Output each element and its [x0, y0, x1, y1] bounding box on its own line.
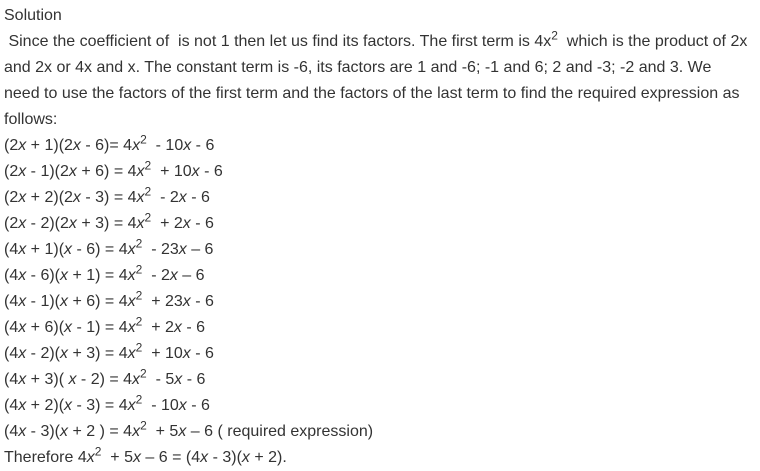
- solution-heading: Solution: [4, 7, 62, 24]
- equation-line: $(4x + 6)(x - 1) = 4x^2 + 2x - 6$: [4, 314, 205, 336]
- math-variable-x: x: [127, 397, 136, 414]
- equation-line: $(4x + 1)(x - 6) = 4x^2 - 23x - 6$: [4, 236, 214, 258]
- math-variable-x: x: [64, 319, 73, 336]
- exponent-2: 2: [135, 262, 143, 277]
- math-variable-x: x: [68, 371, 77, 388]
- exponent-2: 2: [135, 288, 143, 303]
- exponent-2: 2: [135, 236, 143, 251]
- math-variable-x: x: [178, 397, 187, 414]
- math-variable-x: x: [18, 241, 27, 258]
- conclusion-line: Therefore $4x^2 + 5x - 6 = (4x - 3)(x + 2)$.: [4, 444, 287, 466]
- exponent-2: 2: [135, 314, 143, 329]
- math-variable-x: x: [18, 163, 27, 180]
- exponent-2: 2: [144, 184, 152, 199]
- equation-line: $(4x - 1)(x + 6) = 4x^2 + 23x - 6$: [4, 288, 214, 310]
- equation-line: (4x - 3)(x + 2 ) = $4x^2 + 5x - 6$ ( required expression): [4, 418, 374, 440]
- math-variable-x: x: [127, 319, 136, 336]
- exponent-2: 2: [144, 158, 152, 173]
- math-variable-x: x: [64, 397, 73, 414]
- exponent-2: 2: [144, 210, 152, 225]
- intro-line: need to use the factors of the first term and the factors of the last term to find the required expression as: [4, 85, 740, 102]
- math-variable-x: x: [72, 137, 81, 154]
- math-variable-x: x: [60, 267, 69, 284]
- exponent-2: 2: [140, 366, 147, 381]
- equation-line: (4x + 3)( $x - 2) = 4x^2 - 5x - 6$: [4, 366, 206, 388]
- math-variable-x: x: [182, 345, 191, 362]
- math-variable-x: x: [18, 319, 27, 336]
- math-variable-x: x: [183, 137, 192, 154]
- exponent-2: 2: [551, 28, 558, 43]
- math-variable-x: x: [18, 137, 27, 154]
- math-variable-x: x: [18, 215, 27, 232]
- math-variable-x: x: [178, 189, 187, 206]
- equation-line: $(4x - 6)(x + 1) = 4x^2 - 2x - 6$: [4, 262, 205, 284]
- equation-line: $(4x - 2)(x + 3) = 4x^2 + 10x - 6$: [4, 340, 214, 362]
- math-variable-x: x: [60, 423, 69, 440]
- math-variable-x: x: [182, 215, 191, 232]
- equation-line: $(2x + 2)(2x - 3) = 4x^2 - 2x - 6$: [4, 184, 210, 206]
- math-variable-x: x: [174, 371, 183, 388]
- conclusion: [4, 445, 760, 471]
- intro-line: Since the coefficient of is not 1 then let us find its factors. The first term is $4x^2$ which is the product of 2x: [4, 28, 748, 50]
- intro-line: and 2x or 4x and x. The constant term is -6, its factors are 1 and -6; -1 and 6; 2 and -3; -2 and 3. We: [4, 59, 712, 76]
- exponent-2: 2: [135, 392, 143, 407]
- math-variable-x: x: [60, 293, 69, 310]
- math-variable-x: x: [64, 241, 73, 258]
- equation-line: $(2x - 2)(2x + 3) = 4x^2 + 2x - 6$: [4, 210, 214, 232]
- math-variable-x: x: [18, 189, 27, 206]
- intro-line: follows:: [4, 111, 58, 128]
- math-variable-x: x: [60, 345, 69, 362]
- math-variable-x: x: [18, 293, 27, 310]
- equation-list: [4, 133, 760, 445]
- math-variable-x: x: [18, 397, 27, 414]
- math-variable-x: x: [136, 215, 145, 232]
- math-variable-x: x: [18, 345, 27, 362]
- equation-line: $(4x + 2)(x - 3) = 4x^2 - 10x - 6$: [4, 392, 210, 414]
- math-variable-x: x: [127, 267, 136, 284]
- math-variable-x: x: [68, 215, 77, 232]
- math-variable-x: x: [18, 371, 27, 388]
- exponent-2: 2: [140, 132, 147, 147]
- equation-line: $(2x + 1)(2x - 6)= 4x^2 - 10x - 6$: [4, 132, 215, 154]
- math-variable-x: x: [169, 267, 178, 284]
- math-variable-x: x: [182, 293, 191, 310]
- exponent-2: 2: [94, 444, 102, 459]
- math-variable-x: x: [72, 189, 81, 206]
- math-variable-x: x: [178, 241, 187, 258]
- math-variable-x: x: [132, 137, 141, 154]
- math-variable-x: x: [173, 319, 182, 336]
- math-variable-x: x: [68, 163, 77, 180]
- math-variable-x: x: [18, 423, 27, 440]
- math-variable-x: x: [136, 163, 145, 180]
- intro-paragraph: [4, 29, 760, 133]
- exponent-2: 2: [140, 418, 147, 433]
- math-variable-x: x: [241, 449, 250, 466]
- math-variable-x: x: [18, 267, 27, 284]
- math-variable-x: x: [136, 189, 145, 206]
- math-variable-x: x: [200, 449, 209, 466]
- math-variable-x: x: [132, 371, 141, 388]
- math-variable-x: x: [132, 423, 141, 440]
- math-variable-x: x: [127, 241, 136, 258]
- exponent-2: 2: [135, 340, 143, 355]
- equation-line: $(2x - 1)(2x + 6) = 4x^2 + 10x - 6$: [4, 158, 223, 180]
- math-variable-x: x: [191, 163, 200, 180]
- math-variable-x: x: [127, 293, 136, 310]
- math-variable-x: x: [178, 423, 187, 440]
- math-variable-x: x: [127, 345, 136, 362]
- math-variable-x: x: [132, 449, 141, 466]
- math-variable-x: x: [86, 449, 95, 466]
